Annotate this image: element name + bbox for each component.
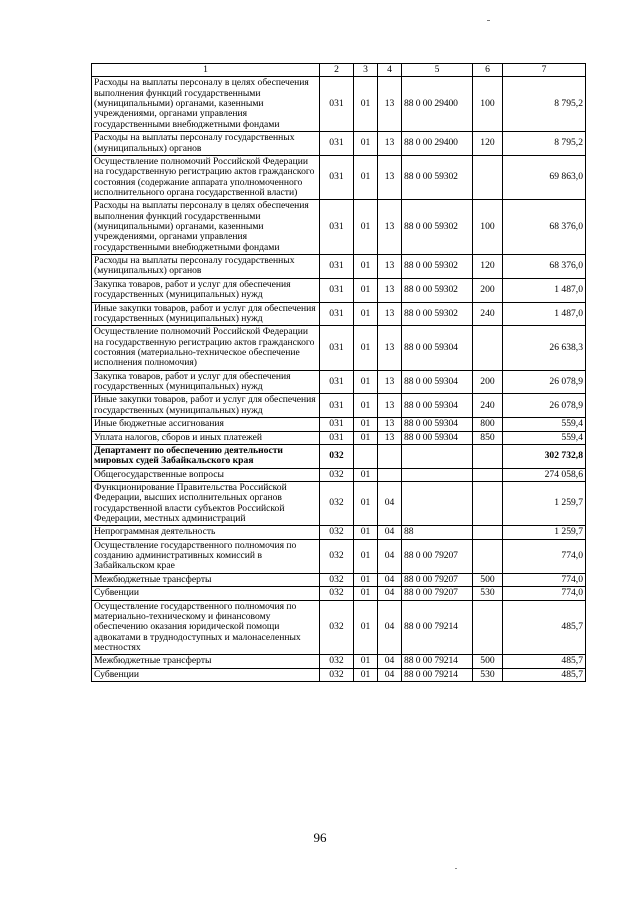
item-name-cell: Осуществление государственного полномочия по материально-техническому и финансовому обеспечению оказания юридической помощи адвокатами в труднодоступных и малонаселенных местностях <box>92 600 320 655</box>
section-code-cell: 01 <box>354 539 378 573</box>
table-row <box>92 77 586 132</box>
subsection-code-cell: 13 <box>378 278 402 302</box>
target-article-cell: 88 0 00 79207 <box>402 539 473 573</box>
expense-type-cell <box>473 444 503 468</box>
header-row <box>92 64 586 77</box>
section-code-cell: 01 <box>354 431 378 444</box>
subsection-code-cell <box>378 468 402 481</box>
amount-cell: 26 078,9 <box>503 370 586 394</box>
expense-type-cell <box>473 539 503 573</box>
ministry-code-cell: 032 <box>320 600 354 655</box>
target-article-cell: 88 0 00 29400 <box>402 77 473 132</box>
ministry-code-cell: 032 <box>320 539 354 573</box>
table-body <box>92 64 586 682</box>
budget-table-container <box>91 63 585 682</box>
ministry-code-cell: 032 <box>320 481 354 525</box>
header-cell-7: 7 <box>503 64 586 77</box>
subsection-code-cell: 04 <box>378 668 402 681</box>
amount-cell: 485,7 <box>503 668 586 681</box>
expense-type-cell: 200 <box>473 370 503 394</box>
subsection-code-cell: 04 <box>378 539 402 573</box>
table-row <box>92 200 586 255</box>
section-code-cell: 01 <box>354 200 378 255</box>
ministry-code-cell: 031 <box>320 278 354 302</box>
section-code-cell: 01 <box>354 302 378 326</box>
amount-cell: 26 638,3 <box>503 326 586 370</box>
target-article-cell: 88 0 00 59302 <box>402 278 473 302</box>
ministry-code-cell: 031 <box>320 132 354 156</box>
table-row <box>92 278 586 302</box>
expense-type-cell: 530 <box>473 668 503 681</box>
ministry-code-cell: 031 <box>320 77 354 132</box>
table-row <box>92 431 586 444</box>
expense-type-cell: 500 <box>473 573 503 586</box>
item-name-cell: Функционирование Правительства Российской Федерации, высших исполнительных органов государственной власти субъектов Российской Федерации, местных администраций <box>92 481 320 525</box>
item-name-cell: Закупка товаров, работ и услуг для обеспечения государственных (муниципальных) нужд <box>92 370 320 394</box>
ministry-code-cell: 032 <box>320 668 354 681</box>
subsection-code-cell: 13 <box>378 77 402 132</box>
target-article-cell: 88 <box>402 526 473 539</box>
target-article-cell: 88 0 00 29400 <box>402 132 473 156</box>
header-cell-3: 3 <box>354 64 378 77</box>
amount-cell: 68 376,0 <box>503 200 586 255</box>
ministry-code-cell: 031 <box>320 155 354 199</box>
amount-cell: 302 732,8 <box>503 444 586 468</box>
amount-cell: 774,0 <box>503 539 586 573</box>
section-code-cell: 01 <box>354 132 378 156</box>
target-article-cell: 88 0 00 79214 <box>402 655 473 668</box>
section-code-cell: 01 <box>354 418 378 431</box>
table-row <box>92 255 586 279</box>
header-cell-2: 2 <box>320 64 354 77</box>
section-code-cell: 01 <box>354 655 378 668</box>
table-row <box>92 302 586 326</box>
target-article-cell <box>402 468 473 481</box>
section-code-cell: 01 <box>354 468 378 481</box>
section-code-cell: 01 <box>354 255 378 279</box>
amount-cell: 559,4 <box>503 431 586 444</box>
section-code-cell: 01 <box>354 370 378 394</box>
item-name-cell: Межбюджетные трансферты <box>92 655 320 668</box>
table-row <box>92 573 586 586</box>
target-article-cell: 88 0 00 79214 <box>402 600 473 655</box>
ministry-code-cell: 031 <box>320 418 354 431</box>
item-name-cell: Общегосударственные вопросы <box>92 468 320 481</box>
amount-cell: 68 376,0 <box>503 255 586 279</box>
expense-type-cell: 120 <box>473 132 503 156</box>
subsection-code-cell: 13 <box>378 326 402 370</box>
ministry-code-cell: 031 <box>320 431 354 444</box>
amount-cell: 8 795,2 <box>503 77 586 132</box>
budget-table <box>91 63 586 682</box>
header-cell-5: 5 <box>402 64 473 77</box>
target-article-cell: 88 0 00 59302 <box>402 302 473 326</box>
expense-type-cell: 500 <box>473 655 503 668</box>
ministry-code-cell: 031 <box>320 255 354 279</box>
header-cell-6: 6 <box>473 64 503 77</box>
table-row <box>92 668 586 681</box>
section-code-cell: 01 <box>354 573 378 586</box>
item-name-cell: Иные закупки товаров, работ и услуг для обеспечения государственных (муниципальных) нужд <box>92 394 320 418</box>
expense-type-cell <box>473 526 503 539</box>
subsection-code-cell: 04 <box>378 573 402 586</box>
amount-cell: 1 259,7 <box>503 481 586 525</box>
target-article-cell <box>402 444 473 468</box>
table-row <box>92 418 586 431</box>
item-name-cell: Уплата налогов, сборов и иных платежей <box>92 431 320 444</box>
amount-cell: 69 863,0 <box>503 155 586 199</box>
table-row <box>92 539 586 573</box>
subsection-code-cell: 13 <box>378 370 402 394</box>
item-name-cell: Межбюджетные трансферты <box>92 573 320 586</box>
table-row <box>92 326 586 370</box>
expense-type-cell <box>473 155 503 199</box>
section-code-cell: 01 <box>354 77 378 132</box>
item-name-cell: Закупка товаров, работ и услуг для обеспечения государственных (муниципальных) нужд <box>92 278 320 302</box>
expense-type-cell: 530 <box>473 587 503 600</box>
item-name-cell: Осуществление государственного полномочия по созданию административных комиссий в Забайкальском крае <box>92 539 320 573</box>
expense-type-cell <box>473 600 503 655</box>
table-row <box>92 155 586 199</box>
target-article-cell <box>402 481 473 525</box>
item-name-cell: Расходы на выплаты персоналу в целях обеспечения выполнения функций государственными (муниципальными) органами, казенными учреждениями, органами управления государственными внебюджетными фондами <box>92 77 320 132</box>
section-code-cell: 01 <box>354 668 378 681</box>
table-row <box>92 394 586 418</box>
section-code-cell: 01 <box>354 526 378 539</box>
expense-type-cell <box>473 468 503 481</box>
target-article-cell: 88 0 00 79207 <box>402 587 473 600</box>
amount-cell: 485,7 <box>503 600 586 655</box>
amount-cell: 1 487,0 <box>503 278 586 302</box>
expense-type-cell: 800 <box>473 418 503 431</box>
item-name-cell: Расходы на выплаты персоналу государственных (муниципальных) органов <box>92 255 320 279</box>
target-article-cell: 88 0 00 79207 <box>402 573 473 586</box>
expense-type-cell: 120 <box>473 255 503 279</box>
scan-speck <box>487 20 490 21</box>
target-article-cell: 88 0 00 59302 <box>402 255 473 279</box>
subsection-code-cell: 04 <box>378 600 402 655</box>
expense-type-cell: 240 <box>473 302 503 326</box>
scan-speck <box>455 868 457 869</box>
item-name-cell: Иные закупки товаров, работ и услуг для обеспечения государственных (муниципальных) нужд <box>92 302 320 326</box>
amount-cell: 559,4 <box>503 418 586 431</box>
ministry-code-cell: 031 <box>320 200 354 255</box>
expense-type-cell <box>473 481 503 525</box>
ministry-code-cell: 031 <box>320 394 354 418</box>
target-article-cell: 88 0 00 59304 <box>402 370 473 394</box>
ministry-code-cell: 032 <box>320 468 354 481</box>
ministry-code-cell: 031 <box>320 326 354 370</box>
subsection-code-cell: 13 <box>378 155 402 199</box>
target-article-cell: 88 0 00 59304 <box>402 394 473 418</box>
table-row <box>92 481 586 525</box>
amount-cell: 1 259,7 <box>503 526 586 539</box>
ministry-code-cell: 032 <box>320 655 354 668</box>
amount-cell: 774,0 <box>503 587 586 600</box>
header-cell-1: 1 <box>92 64 320 77</box>
table-row <box>92 655 586 668</box>
item-name-cell: Непрограммная деятельность <box>92 526 320 539</box>
table-row <box>92 468 586 481</box>
ministry-code-cell: 032 <box>320 573 354 586</box>
subsection-code-cell: 13 <box>378 132 402 156</box>
amount-cell: 274 058,6 <box>503 468 586 481</box>
subsection-code-cell: 13 <box>378 200 402 255</box>
target-article-cell: 88 0 00 79214 <box>402 668 473 681</box>
table-row <box>92 132 586 156</box>
section-code-cell: 01 <box>354 394 378 418</box>
ministry-code-cell: 032 <box>320 444 354 468</box>
subsection-code-cell: 13 <box>378 418 402 431</box>
table-row <box>92 444 586 468</box>
subsection-code-cell <box>378 444 402 468</box>
item-name-cell: Осуществление полномочий Российской Федерации на государственную регистрацию актов гражданского состояния (содержание аппарата уполномоченного исполнительного органа государственной власти) <box>92 155 320 199</box>
expense-type-cell: 850 <box>473 431 503 444</box>
item-name-cell: Субвенции <box>92 668 320 681</box>
item-name-cell: Иные бюджетные ассигнования <box>92 418 320 431</box>
subsection-code-cell: 13 <box>378 302 402 326</box>
expense-type-cell: 240 <box>473 394 503 418</box>
page-number: 96 <box>313 830 327 845</box>
item-name-cell: Расходы на выплаты персоналу в целях обеспечения выполнения функций государственными (муниципальными) органами, казенными учреждениями, органами управления государственными внебюджетными фондами <box>92 200 320 255</box>
amount-cell: 26 078,9 <box>503 394 586 418</box>
ministry-code-cell: 032 <box>320 587 354 600</box>
subsection-code-cell: 04 <box>378 526 402 539</box>
amount-cell: 8 795,2 <box>503 132 586 156</box>
section-code-cell: 01 <box>354 481 378 525</box>
amount-cell: 1 487,0 <box>503 302 586 326</box>
expense-type-cell: 100 <box>473 77 503 132</box>
target-article-cell: 88 0 00 59304 <box>402 418 473 431</box>
target-article-cell: 88 0 00 59302 <box>402 155 473 199</box>
expense-type-cell: 200 <box>473 278 503 302</box>
subsection-code-cell: 13 <box>378 255 402 279</box>
ministry-code-cell: 031 <box>320 302 354 326</box>
amount-cell: 485,7 <box>503 655 586 668</box>
subsection-code-cell: 13 <box>378 394 402 418</box>
section-code-cell: 01 <box>354 587 378 600</box>
subsection-code-cell: 04 <box>378 655 402 668</box>
item-name-cell: Осуществление полномочий Российской Федерации на государственную регистрацию актов гражданского состояния (материально-техническое обеспечение исполнения полномочия) <box>92 326 320 370</box>
expense-type-cell: 100 <box>473 200 503 255</box>
subsection-code-cell: 04 <box>378 481 402 525</box>
section-code-cell: 01 <box>354 326 378 370</box>
section-code-cell: 01 <box>354 155 378 199</box>
table-row <box>92 587 586 600</box>
ministry-code-cell: 032 <box>320 526 354 539</box>
header-cell-4: 4 <box>378 64 402 77</box>
table-row <box>92 370 586 394</box>
item-name-cell: Департамент по обеспечению деятельности мировых судей Забайкальского края <box>92 444 320 468</box>
table-row <box>92 600 586 655</box>
subsection-code-cell: 13 <box>378 431 402 444</box>
subsection-code-cell: 04 <box>378 587 402 600</box>
expense-type-cell <box>473 326 503 370</box>
item-name-cell: Субвенции <box>92 587 320 600</box>
ministry-code-cell: 031 <box>320 370 354 394</box>
section-code-cell: 01 <box>354 600 378 655</box>
table-row <box>92 526 586 539</box>
target-article-cell: 88 0 00 59302 <box>402 200 473 255</box>
section-code-cell: 01 <box>354 278 378 302</box>
amount-cell: 774,0 <box>503 573 586 586</box>
item-name-cell: Расходы на выплаты персоналу государственных (муниципальных) органов <box>92 132 320 156</box>
target-article-cell: 88 0 00 59304 <box>402 326 473 370</box>
target-article-cell: 88 0 00 59304 <box>402 431 473 444</box>
section-code-cell <box>354 444 378 468</box>
